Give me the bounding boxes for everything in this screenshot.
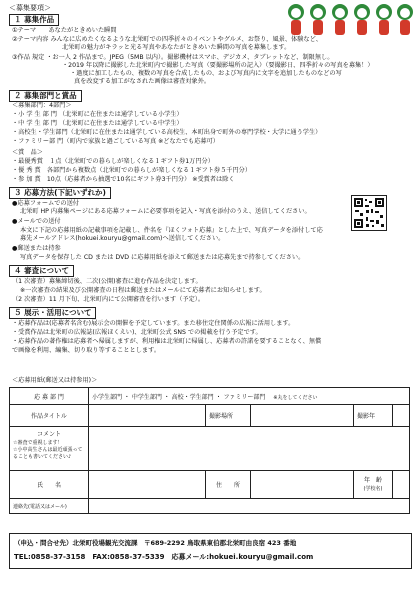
rule-line: ③作品 規定 ・お一人 2 作品まで。JPEG（5MB 以内）。撮影機材はスマホ、デジカメ、タブレットなど、制限無し。 [12, 54, 334, 61]
apply-method-heading: ●メールでの送付 [12, 218, 61, 225]
comment-note: ☆審査で重視します！ [13, 440, 63, 446]
divisions-subhead: ＜募集部門：4部門＞ [12, 102, 72, 109]
footer-phone-email[interactable]: TEL:0858-37-3158 FAX:0858-37-5339 応募メール:hokuei.kouryu@gmail.com [14, 553, 314, 561]
exhibition-line: ・応募作品は(応募者名含む)展示会の開催を予定しています。また移住定住関係の広報に活用します。 [12, 320, 295, 327]
mascot-icon [354, 4, 370, 35]
qr-code[interactable] [351, 195, 387, 231]
location-label: 撮影場所 [206, 405, 251, 427]
mascot-icon [310, 4, 326, 35]
address-input[interactable] [251, 471, 354, 499]
apply-method-text: 写真データを保存した CD または DVD に応募用紙を添えて郵送または応募先まで持参してください。 [20, 254, 305, 261]
date-input[interactable] [393, 405, 410, 427]
application-form [9, 387, 410, 514]
mascot-icon [288, 4, 304, 35]
comment-input[interactable] [89, 427, 410, 471]
division-note: ※丸をしてください [273, 394, 318, 401]
apply-method-heading: ●応募フォームでの送付 [12, 200, 79, 207]
prize-item: ・優 秀 賞 各部門から複数点（北栄町での暮らしが楽しくなる１ギフト券５千円分） [12, 167, 252, 174]
exhibition-line: で画像を利用、編集、切り取り等することとします。 [12, 347, 161, 354]
prize-item: ・最優秀賞 １点（北栄町での暮らしが楽しくなる１ギフト券1万円分） [12, 158, 214, 165]
grade-label: (学校名) [363, 485, 383, 492]
division-label: 応 募 部 門 [10, 388, 89, 405]
division-options[interactable]: 小学生部門 ・ 中学生部門 ・ 高校・学生部門 ・ ファミリー部門 [92, 393, 266, 401]
section-heading-divisions: ２ 募集部門と賞品 [9, 90, 82, 102]
contact-label: 連絡先(電話又はメール) [10, 499, 89, 514]
address-label: 住 所 [206, 471, 251, 499]
work-title-label: 作品タイトル [10, 405, 89, 427]
age-input[interactable] [393, 471, 410, 499]
apply-method-text: 北栄町 HP 内募集ページにある応募フォームに必要事項を記入・写真を添付のうえ、送信してください。 [20, 208, 311, 215]
theme-line: ①テーマ あなたがときめいた瞬間 [12, 27, 117, 34]
comment-label-cell [10, 427, 89, 471]
mascot-row [286, 1, 414, 41]
header-title: ＜募集要項＞ [9, 4, 51, 12]
rule-line: ・過度に加工したもの、複数の写真を合成したもの、および写真内に文字を追加したものなどの写 [70, 70, 342, 77]
review-line: （1 次審査）募集締切後、二次(公開)審査に進む作品を決定します。 [12, 278, 202, 285]
theme-desc-line: 北栄町の魅力がキラッと光る写真やあなたがときめいた瞬間の写真を募集します。 [62, 44, 291, 51]
apply-method-text: 本文に下記の応募用紙の記載事項を記載し、件名を『ほくフォト応募』とした上で、写真データを添付して応 [20, 227, 323, 234]
section-heading-works: １ 募集作品 [9, 14, 59, 26]
mascot-icon [332, 4, 348, 35]
contact-input[interactable] [89, 499, 410, 514]
division-item: ・高校生・学生部門（北栄町に在住または通学している高校生、本町出身で町外の専門学校・大学に通う学生） [12, 129, 322, 136]
review-line: （2 次審査）11 月下旬、北栄町内にて公開審査を行います（予定）。 [12, 296, 205, 303]
mascot-icon [376, 4, 392, 35]
name-input[interactable] [89, 471, 206, 499]
division-item: ・中 学 生 部 門 （北栄町に在住または通学している中学生） [12, 120, 183, 127]
exhibition-line: ・応募作品の著作権は応募者へ帰属しますが、利用権は北栄町に帰属し、応募者の許諾を要することなく、無償 [12, 338, 322, 345]
prize-item: ・参 加 賞 10点（応募者から抽選で10名にギフト券3千円分） ※受賞者は除く [12, 176, 235, 183]
work-title-input[interactable] [89, 405, 206, 427]
date-label: 撮影年 [354, 405, 393, 427]
footer-address: （申込・問合せ先）北栄町役場観光交流課 〒689-2292 鳥取県東伯郡北栄町由良宿 423 番地 [14, 539, 297, 547]
exhibition-line: ・受賞作品は北栄町の広報誌(広報ほくえい)、北栄町公式 SNS での掲載を行う予定です。 [12, 329, 262, 336]
location-input[interactable] [251, 405, 354, 427]
apply-method-text: 募先メールアドレス(hokuei.kouryu@gmail.com)へ送信してください。 [20, 235, 225, 242]
division-item: ・小 学 生 部 門 （北栄町に在住または通学している小学生） [12, 111, 183, 118]
section-heading-how-to-apply: ３ 応募方法(下記いずれか) [9, 187, 111, 199]
section-heading-review: ４ 審査について [9, 265, 74, 277]
comment-note: ☆小中高生さんは最近頑張ってることも書いてください♪ [13, 447, 83, 460]
division-options-cell[interactable] [89, 388, 410, 405]
rule-line: 真を改変する加工がなされた画像は審査対象外。 [74, 78, 211, 85]
age-label-cell [354, 471, 393, 499]
division-item: ・ファミリー部 門（町内で家族と過ごしている写真 ※どなたでも応募可） [12, 138, 219, 145]
apply-method-heading: ●郵送または持参 [12, 245, 61, 252]
rule-line: ・2019 年以降に撮影した北栄町内で撮影した写真（要撮影場所の記入）（要撮影日、四季折々の写真を募集！） [62, 62, 374, 69]
prize-subhead: ＜賞 品＞ [12, 149, 43, 156]
form-title: ＜応募用紙(郵送又は持参用)＞ [12, 377, 98, 384]
theme-desc-line: ②テーマ内容 みんなに広めたくなるような北栄町での四季折々のイベントやグルメ、お祭り、風景、体験など、 [12, 36, 322, 43]
mascot-icon [397, 4, 413, 35]
name-label: 氏 名 [10, 471, 89, 499]
comment-label: コメント [36, 431, 61, 438]
section-heading-exhibition: ５ 展示・活用について [9, 307, 96, 319]
review-line: ※一次審査の結果及び公開審査の日程は郵送またはメールにて応募者にお知らせします。 [20, 287, 266, 294]
contact-footer [9, 533, 412, 569]
age-label: 年 齢 [363, 476, 382, 484]
